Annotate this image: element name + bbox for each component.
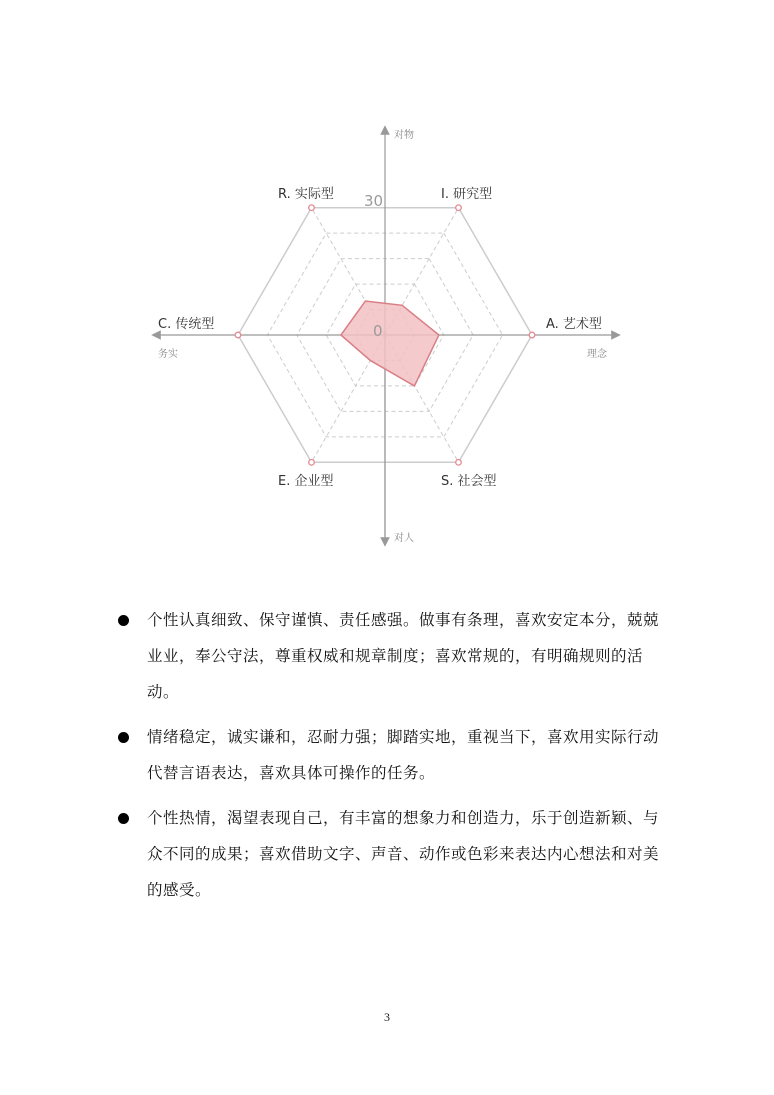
vertex-marker-a: [529, 332, 535, 338]
bullet-text: 个性热情，渴望表现自己，有丰富的想象力和创造力，乐于创造新颖、与众不同的成果；喜欢借助文字、声音、动作或色彩来表达内心想法和对美的感受。: [147, 809, 660, 899]
bullet-text: 情绪稳定，诚实谦和，忍耐力强；脚踏实地，重视当下，喜欢用实际行动代替言语表达，喜欢具体可操作的任务。: [147, 728, 660, 782]
bullet-item: [112, 602, 672, 710]
category-label-i: I. 研究型: [441, 187, 493, 202]
bullet-item: [112, 719, 672, 791]
category-label-c: C. 传统型: [158, 317, 215, 332]
vertex-marker-i: [456, 205, 462, 211]
bullet-dot-icon: [118, 813, 129, 824]
bullet-dot-icon: [118, 732, 129, 743]
vertex-marker-r: [309, 205, 315, 211]
category-label-a: A. 艺术型: [546, 317, 602, 332]
bullet-dot-icon: [118, 615, 129, 626]
vertex-marker-s: [456, 460, 462, 466]
page-number: 3: [384, 1010, 390, 1024]
bullet-text: 个性认真细致、保守谨慎、责任感强。做事有条理，喜欢安定本分，兢兢业业，奉公守法，尊重权威和规章制度；喜欢常规的，有明确规则的活动。: [147, 611, 660, 701]
trait-bullet-list: [112, 602, 672, 917]
axis-label-left: 务实: [158, 349, 178, 360]
axis-label-top: 对物: [394, 130, 414, 141]
vertex-marker-e: [309, 460, 315, 466]
vertex-marker-c: [235, 332, 241, 338]
axis-label-right: 理念: [587, 349, 607, 360]
tick-label-max: 30: [364, 192, 384, 210]
tick-label-min: 0: [373, 322, 383, 340]
category-label-e: E. 企业型: [278, 474, 334, 489]
axis-label-bottom: 对人: [394, 533, 414, 544]
category-label-r: R. 实际型: [278, 187, 334, 202]
score-polygon: [341, 301, 439, 386]
category-label-s: S. 社会型: [441, 474, 497, 489]
bullet-item: [112, 800, 672, 908]
